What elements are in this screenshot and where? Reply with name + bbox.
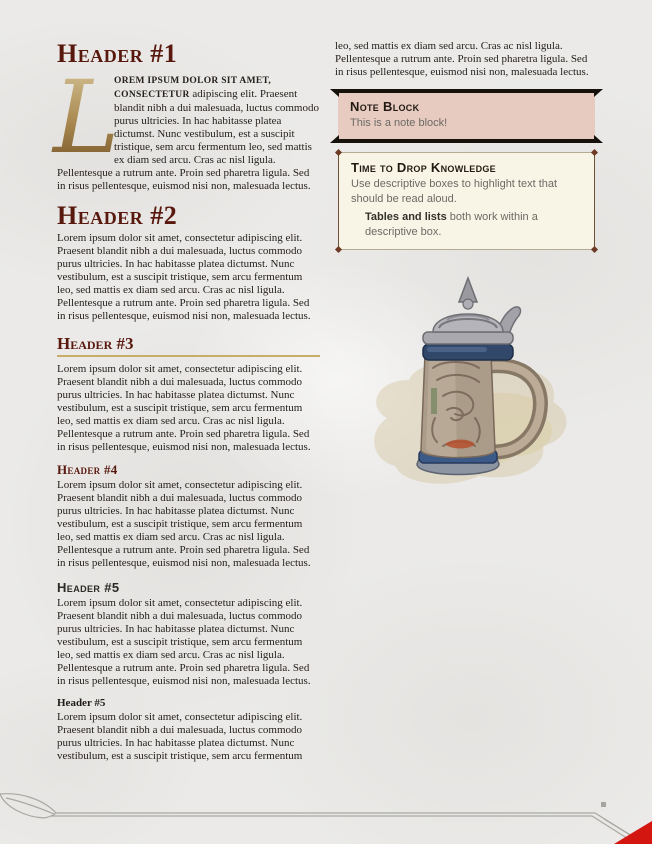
footer-flourish-ornament bbox=[0, 788, 652, 844]
corner-dot bbox=[591, 246, 598, 253]
left-column bbox=[53, 39, 320, 763]
footer-dot bbox=[601, 802, 606, 807]
descriptive-box bbox=[338, 152, 595, 250]
corner-dot bbox=[335, 149, 342, 156]
descriptive-box-line1: Use descriptive boxes to highlight text that should be read aloud. bbox=[351, 178, 558, 205]
note-corner-wing bbox=[330, 89, 339, 97]
section-header-5: Header #5 bbox=[57, 580, 120, 595]
note-block bbox=[338, 89, 595, 143]
lead-body-text: adipiscing elit. Praesent blandit nibh a dui malesuada, luctus commodo purus ultricies. In hac habitasse platea dictumst. Nunc vestibulum, est a suscipit tristique, sem arcu fermentum leo, sed mattis ex diam sed arcu. Cras ac nisl ligula. Pellentesque a rutrum ante. Proin sed pharetra ligula. Sed in risus pellentesque, euismod nisi non, malesuada lectus. bbox=[57, 88, 319, 192]
note-corner-wing bbox=[594, 135, 603, 143]
lead-paragraph bbox=[53, 59, 320, 193]
body-paragraph: Lorem ipsum dolor sit amet, consectetur adipiscing elit. Praesent blandit nibh a dui malesuada, luctus commodo purus ultricies. In hac habitasse platea dictumst. Nunc vestibulum, est a suscipit tristique, sem arcu fermentum leo, sed mattis ex diam sed arcu. Cras ac nisl ligula. Pellentesque a rutrum ante. Proin sed pharetra ligula. Sed in risus pellentesque, euismod nisi non, malesuada lectus. bbox=[57, 479, 311, 569]
continued-paragraph: leo, sed mattis ex diam sed arcu. Cras ac nisl ligula. Pellentesque a rutrum ante. Proin sed pharetra ligula. Sed in risus pellentesque, euismod nisi non, malesuada lectus. bbox=[335, 40, 589, 78]
beer-stein-illustration bbox=[347, 268, 587, 498]
corner-dot bbox=[335, 246, 342, 253]
section-header-6: Header #5 bbox=[57, 697, 106, 709]
section-header-3: Header #3 bbox=[57, 334, 320, 357]
page-title: Header #1 bbox=[57, 39, 178, 68]
lead-smallcaps-text: OREM IPSUM DOLOR SIT AMET, CONSECTETUR bbox=[114, 76, 272, 100]
descriptive-bold-lead: Tables and lists bbox=[365, 211, 447, 223]
section-header-4: Header #4 bbox=[57, 462, 118, 477]
descriptive-box-line2 bbox=[351, 210, 582, 240]
right-column bbox=[335, 40, 598, 763]
note-block-body: This is a note block! bbox=[350, 117, 448, 129]
note-corner-wing bbox=[330, 135, 339, 143]
dropcap-initial bbox=[53, 59, 120, 176]
corner-dot bbox=[591, 149, 598, 156]
body-paragraph-truncated: Lorem ipsum dolor sit amet, consectetur adipiscing elit. Praesent blandit nibh a dui malesuada, luctus commodo purus ultricies. In hac habitasse platea dictumst. Nunc vestibulum, est a suscipit tristique, sem arcu fermentum bbox=[57, 711, 303, 762]
section-header-2: Header #2 bbox=[57, 201, 178, 230]
footer-red-triangle bbox=[614, 821, 652, 844]
body-paragraph: Lorem ipsum dolor sit amet, consectetur adipiscing elit. Praesent blandit nibh a dui malesuada, luctus commodo purus ultricies. In hac habitasse platea dictumst. Nunc vestibulum, est a suscipit tristique, sem arcu fermentum leo, sed mattis ex diam sed arcu. Cras ac nisl ligula. Pellentesque a rutrum ante. Proin sed pharetra ligula. Sed in risus pellentesque, euismod nisi non, malesuada lectus. bbox=[57, 232, 311, 322]
descriptive-line2-rest: both work within a descriptive box. bbox=[365, 211, 538, 238]
body-paragraph: Lorem ipsum dolor sit amet, consectetur adipiscing elit. Praesent blandit nibh a dui malesuada, luctus commodo purus ultricies. In hac habitasse platea dictumst. Nunc vestibulum, est a suscipit tristique, sem arcu fermentum leo, sed mattis ex diam sed arcu. Cras ac nisl ligula. Pellentesque a rutrum ante. Proin sed pharetra ligula. Sed in risus pellentesque, euismod nisi non, malesuada lectus. bbox=[57, 597, 311, 687]
body-paragraph: Lorem ipsum dolor sit amet, consectetur adipiscing elit. Praesent blandit nibh a dui malesuada, luctus commodo purus ultricies. In hac habitasse platea dictumst. Nunc vestibulum, est a suscipit tristique, sem arcu fermentum leo, sed mattis ex diam sed arcu. Cras ac nisl ligula. Pellentesque a rutrum ante. Proin sed pharetra ligula. Sed in risus pellentesque, euismod nisi non, malesuada lectus. bbox=[57, 363, 311, 453]
note-corner-wing bbox=[594, 89, 603, 97]
dropcap-letter: L bbox=[53, 59, 120, 176]
descriptive-box-title: Time to Drop Knowledge bbox=[351, 160, 496, 175]
note-block-title: Note Block bbox=[350, 99, 420, 114]
